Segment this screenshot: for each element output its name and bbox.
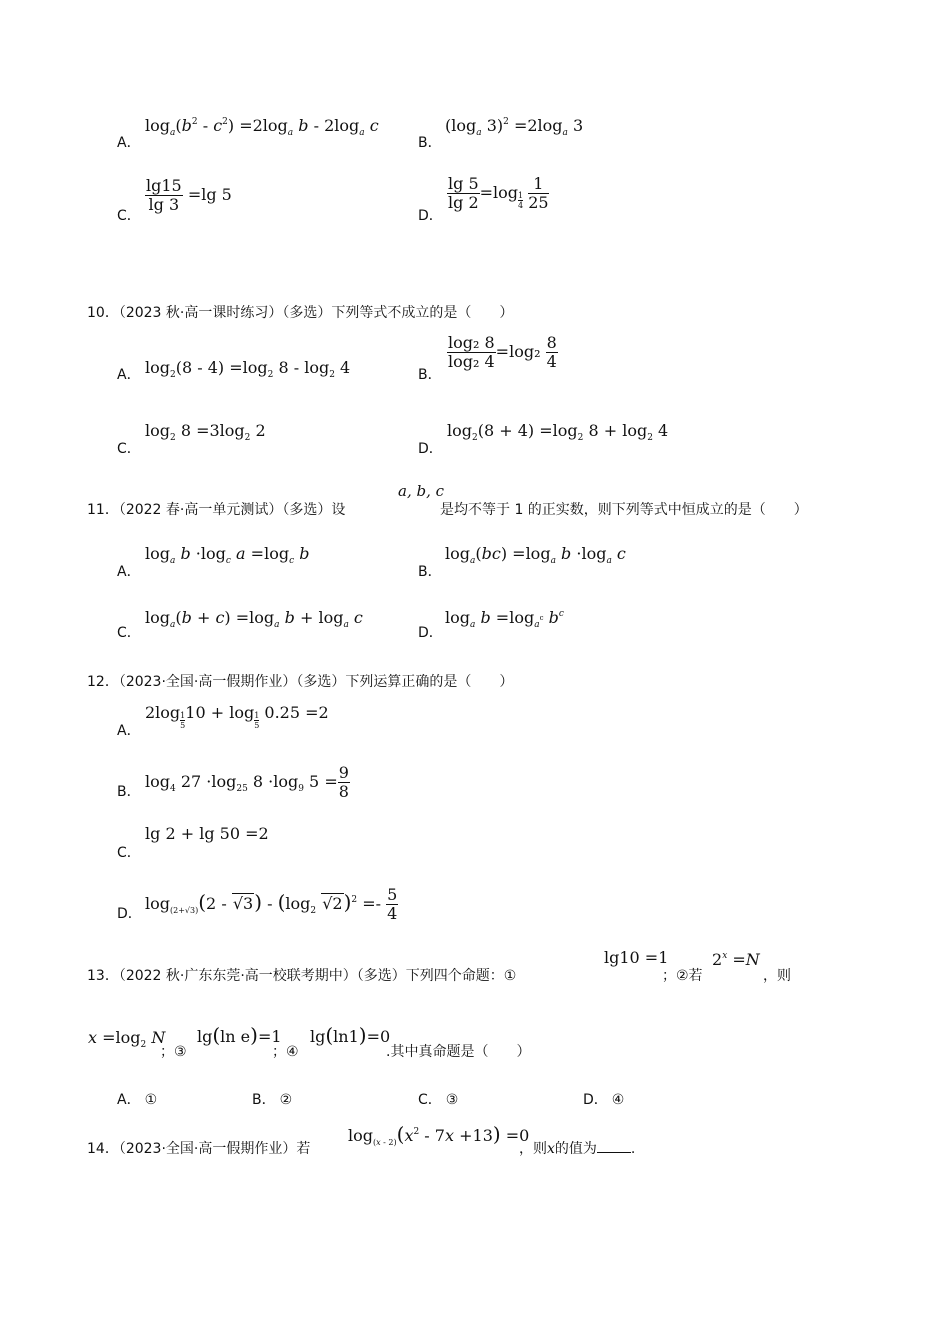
q10-option-a-formula: $\log_2(8 - 4) =\log_2$ $8 - \log_2 4$ [145, 358, 351, 380]
q13-option-a: A． ① [117, 1092, 158, 1108]
q12-option-b-formula: $\log_4 27 \cdot\log_{25}$ $8 \cdot\log_9$ 5 = $\frac{9}{8}$ [145, 763, 349, 801]
q11-option-a-label: A． [117, 564, 141, 580]
q11-option-a-formula: $\log_a b \cdot\log_c$ $a =\log_c$ b [145, 544, 310, 566]
q9-option-d-label: D． [418, 208, 443, 224]
question-number: 12． [87, 674, 119, 690]
q9-option-b-label: B． [418, 135, 442, 151]
q13-option-c: C． ③ [418, 1092, 459, 1108]
q11-option-b-formula: $\log_a(bc) =\log_a$ $b \cdot\log_a$ c [445, 544, 626, 566]
q11-option-c-formula: $\log_a(b + c) =\log_a$ $b + \log_a c$ [145, 608, 363, 630]
q9-option-c-formula: $\frac{\lg 15}{\lg 3}$ =lg 5 [146, 176, 232, 214]
q13-stem-end: .其中真命题是（ ） [386, 1044, 531, 1060]
q13-prop-4: lg(ln1)=0 [310, 1023, 391, 1047]
q14-variable: x [547, 1141, 555, 1157]
q13-prop-3: lg(ln e)=1 [197, 1023, 282, 1047]
q13-sep-1: ；②若 [662, 968, 703, 984]
q13-prop-1: lg10 =1 [604, 948, 669, 967]
q12-option-c-formula: lg 2 + lg 50 =2 [145, 824, 269, 843]
q11-option-d-label: D． [418, 625, 443, 641]
question-11-stem-before [87, 499, 345, 519]
question-number: 11． [87, 502, 119, 518]
question-11-stem-after: 是均不等于 1 的正实数，则下列等式中恒成立的是（ ） [440, 502, 808, 518]
q13-sep-3: ；④ [272, 1044, 299, 1060]
q12-option-d-formula: $\log_{(2+√3)}(2 - √3) - (\log_2$ √2)$^2$ =- $\frac{5}{4}$ [145, 885, 398, 923]
q10-option-b-label: B． [418, 367, 442, 383]
q14-equation: $\log_{(x - 2)}(x^2 - 7x +13) =0$ [348, 1122, 530, 1147]
q12-option-c-label: C． [117, 845, 141, 861]
q11-option-b-label: B． [418, 564, 442, 580]
question-number: 13． [87, 968, 119, 984]
q10-option-d-label: D． [418, 441, 443, 457]
question-12-stem [87, 671, 513, 691]
q10-option-a-label: A． [117, 367, 141, 383]
q10-option-c-formula: $\log_2 8 =3\log_2$ 2 [145, 421, 266, 443]
q10-option-b-formula: $\frac{\text{log₂ 8}}{\text{log₂ 4}}$ =log₂ $\frac{8}{4}$ [448, 333, 557, 371]
q10-option-d-formula: $\log_2(8 + 4) =\log_2$ $8 + \log_2 4$ [447, 421, 669, 443]
question-14-stem-after: ，则x的值为 . [519, 1141, 636, 1157]
q11-option-d-formula: $\log_a b =\log_{a^c}$ $b^c$ [445, 608, 564, 630]
q13-prop-2-concl: $x =\log_2$ N [88, 1028, 166, 1050]
q9-option-d-formula: $\frac{\lg 5}{\lg 2}$ =log $\frac{1}{4}$ $\frac{1}{25}$ [448, 174, 549, 212]
q13-then: ，则 [763, 968, 791, 984]
q9-option-a-label: A． [117, 135, 141, 151]
q12-option-d-label: D． [117, 906, 142, 922]
question-text: （2023·全国·高一假期作业）若 [118, 1141, 311, 1157]
question-10-stem [87, 302, 513, 322]
question-text: （2022 秋·广东东莞·高一校联考期中）（多选）下列四个命题：① [118, 968, 517, 984]
question-13-stem [87, 965, 516, 985]
question-number: 10． [87, 305, 119, 321]
q12-option-a-formula: 2log $\frac{1}{5}$ 10 + log $\frac{1}{5}$ 0.25 =2 [145, 703, 329, 730]
q13-option-b: B． ② [252, 1092, 293, 1108]
question-text: （2023·全国·高一假期作业）（多选）下列运算正确的是（ ） [118, 674, 514, 690]
q13-option-d: D． ④ [583, 1092, 625, 1108]
q9-option-c-label: C． [117, 208, 141, 224]
question-number: 14． [87, 1141, 119, 1157]
question-text: （2023 秋·高一课时练习）（多选）下列等式不成立的是（ ） [118, 305, 514, 321]
q11-option-c-label: C． [117, 625, 141, 641]
q13-prop-2-cond: $2^x =N$ [712, 950, 760, 969]
q12-option-b-label: B． [117, 784, 141, 800]
question-14-stem-before [87, 1138, 310, 1158]
q9-option-b-formula: ($\log_a$ $3)^2 =2\log_a$ 3 [445, 116, 584, 138]
question-text: （2022 春·高一单元测试）（多选）设 [118, 502, 346, 518]
q9-option-a-formula: $\log_a(b^2 - c^2) =2\log_a$ b - $2\log_a$ c [145, 116, 379, 138]
answer-blank [597, 1140, 631, 1153]
q10-option-c-label: C． [117, 441, 141, 457]
q12-option-a-label: A． [117, 723, 141, 739]
q13-sep-2: ；③ [160, 1044, 187, 1060]
q11-variables: a, b, c [398, 482, 445, 500]
